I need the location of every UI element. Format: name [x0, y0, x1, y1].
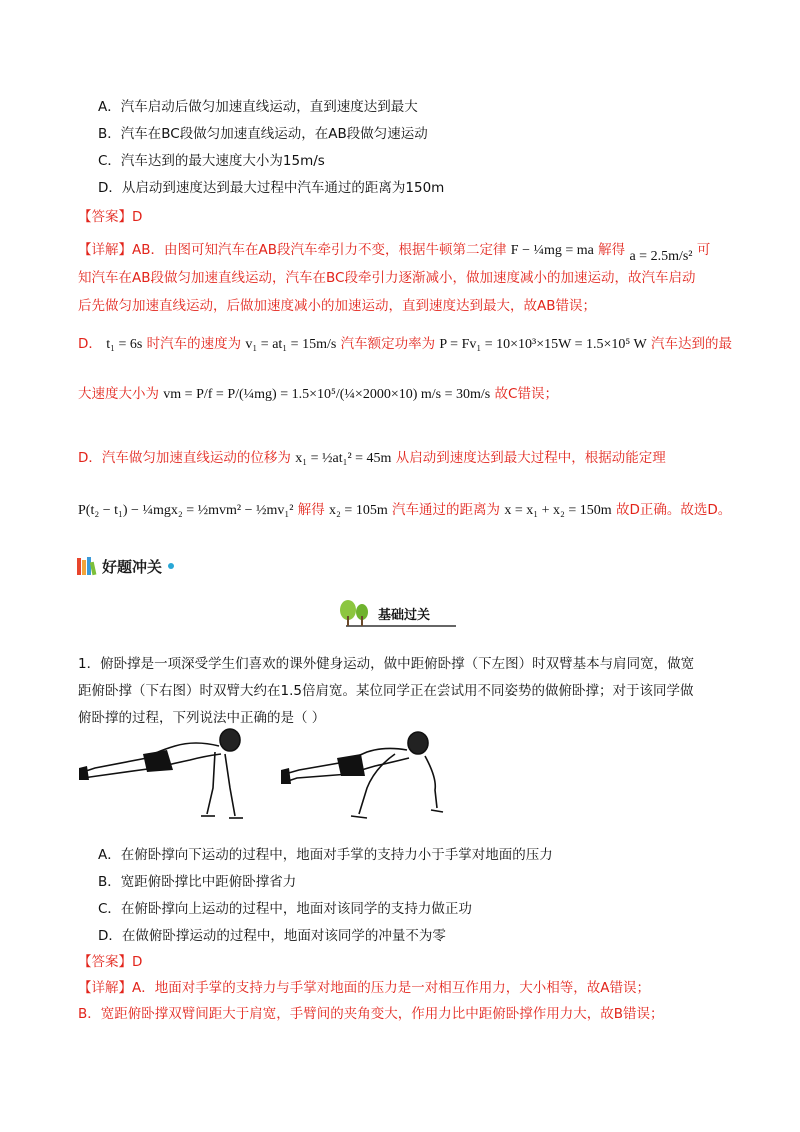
detail-line-3: 后先做匀加速直线运动，后做加速度减小的加速运动，直到速度达到最大，故AB错误； — [78, 298, 596, 314]
section-header — [76, 555, 174, 577]
detail-text: 汽车额定功率为 — [340, 336, 436, 352]
equation: F − ¼mg = ma — [510, 243, 594, 258]
q1-detail-1: 【详解】A．地面对手掌的支持力与手掌对地面的压力是一对相互作用力，大小相等，故A错误； — [78, 980, 650, 996]
dot-icon — [168, 563, 174, 569]
detail-line-5 — [78, 382, 558, 403]
equation: x₁ = ½at₁² = 45m — [295, 451, 392, 466]
q1-option-a: A．在俯卧撑向下运动的过程中，地面对手掌的支持力小于手掌对地面的压力 — [98, 847, 553, 863]
detail-text: 汽车达到的最 — [651, 336, 733, 352]
equation: P(t₂ − t₁) − ¼mgx₂ = ½mvm² − ½mv₁² — [78, 503, 294, 518]
equation: v₁ = at₁ = 15m/s — [245, 337, 337, 352]
detail-text: D． — [78, 336, 102, 352]
option-b: B．汽车在BC段做匀加速直线运动，在AB段做匀速运动 — [98, 126, 428, 142]
mid-pushup-figure — [75, 728, 250, 838]
equation: x = x₁ + x₂ = 150m — [504, 503, 612, 518]
q1-stem-1: 1．俯卧撑是一项深受学生们喜欢的课外健身运动，做中距俯卧撑（下左图）时双臂基本与肩同宽，做宽 — [78, 656, 695, 672]
equation: vm = P/f = P/(¼mg) = 1.5×10⁵/(¼×2000×10) m/s = 30m/s — [163, 387, 491, 402]
q1-stem-2: 距俯卧撑（下右图）时双臂大约在1.5倍肩宽。某位同学正在尝试用不同姿势的做俯卧撑；对于该同学做 — [78, 683, 694, 699]
q1-option-c: C．在俯卧撑向上运动的过程中，地面对该同学的支持力做正功 — [98, 901, 472, 917]
equation: x₂ = 105m — [329, 503, 388, 518]
equation: t₁ = 6s — [106, 337, 143, 352]
detail-text: 可 — [696, 242, 711, 258]
detail-line-4 — [78, 332, 732, 353]
q1-option-d: D．在做俯卧撑运动的过程中，地面对该同学的冲量不为零 — [98, 928, 446, 944]
q1-stem-3: 俯卧撑的过程，下列说法中正确的是（ ） — [78, 710, 326, 726]
books-icon — [76, 555, 98, 577]
detail-text: 【详解】AB．由图可知汽车在AB段汽车牵引力不变，根据牛顿第二定律 — [78, 242, 507, 258]
detail-text: 故D正确。故选D。 — [615, 502, 732, 518]
detail-line-6 — [78, 446, 666, 467]
detail-text: 故C错误； — [494, 386, 558, 402]
detail-line-2: 知汽车在AB段做匀加速直线运动，汽车在BC段牵引力逐渐减小，做加速度减小的加速运动，故汽车启动 — [78, 270, 696, 286]
detail-text: 时汽车的速度为 — [146, 336, 242, 352]
option-a: A．汽车启动后做匀加速直线运动，直到速度达到最大 — [98, 99, 418, 115]
equation: P = Fv₁ = 10×10³×15W = 1.5×10⁵ W — [439, 337, 647, 352]
q1-option-b: B．宽距俯卧撑比中距俯卧撑省力 — [98, 874, 297, 890]
q1-answer-label: 【答案】D — [78, 954, 143, 970]
detail-text: 从启动到速度达到最大过程中，根据动能定理 — [395, 450, 666, 466]
detail-text: 解得 — [297, 502, 325, 518]
option-c: C．汽车达到的最大速度大小为15m/s — [98, 153, 325, 169]
basic-badge — [338, 598, 458, 630]
detail-text: D．汽车做匀加速直线运动的位移为 — [78, 450, 291, 466]
detail-text: 大速度大小为 — [78, 386, 159, 402]
answer-label: 【答案】D — [78, 209, 143, 225]
section-title: 好题冲关 — [102, 557, 163, 576]
badge-label: 基础过关 — [378, 608, 431, 623]
detail-line-1 — [78, 238, 711, 264]
wide-pushup-figure — [275, 728, 445, 833]
detail-line-7 — [78, 498, 731, 519]
option-d: D．从启动到速度达到最大过程中汽车通过的距离为150m — [98, 180, 445, 196]
equation: a = 2.5m/s² — [629, 249, 693, 264]
detail-text: 汽车通过的距离为 — [392, 502, 501, 518]
q1-detail-2: B．宽距俯卧撑双臂间距大于肩宽，手臂间的夹角变大，作用力比中距俯卧撑作用力大，故B错误； — [78, 1006, 664, 1022]
detail-text: 解得 — [598, 242, 626, 258]
